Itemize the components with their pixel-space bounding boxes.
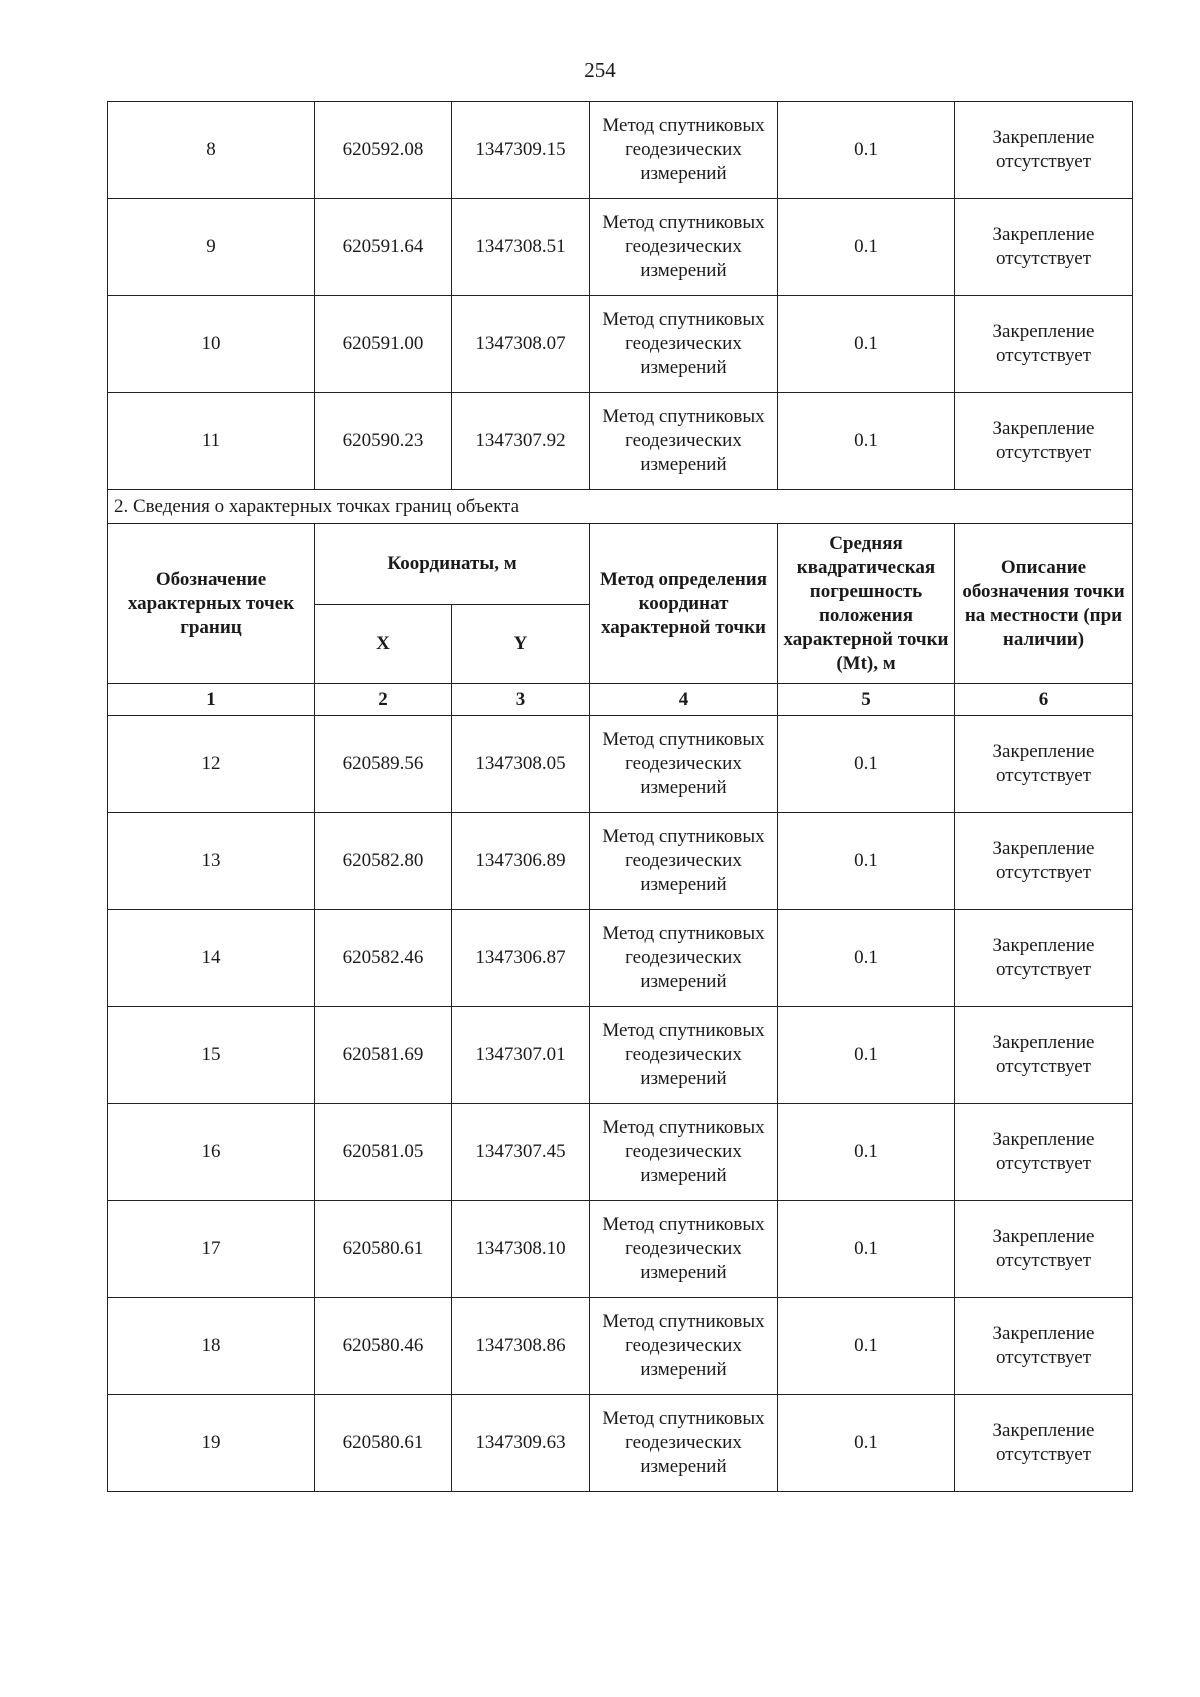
cell-mt: 0.1 — [778, 296, 955, 393]
cell-description: Закрепление отсутствует — [955, 1201, 1133, 1298]
cell-mt: 0.1 — [778, 199, 955, 296]
table-row — [108, 296, 1133, 393]
cell-method: Метод спутниковых геодезических измерений — [590, 910, 778, 1007]
cell-mt: 0.1 — [778, 716, 955, 813]
column-number: 6 — [955, 684, 1133, 716]
cell-method: Метод спутниковых геодезических измерений — [590, 1104, 778, 1201]
cell-x: 620582.46 — [315, 910, 452, 1007]
column-number: 4 — [590, 684, 778, 716]
cell-point: 13 — [108, 813, 315, 910]
cell-method: Метод спутниковых геодезических измерений — [590, 199, 778, 296]
column-number: 2 — [315, 684, 452, 716]
cell-mt: 0.1 — [778, 102, 955, 199]
table-row — [108, 716, 1133, 813]
cell-x: 620580.61 — [315, 1201, 452, 1298]
cell-method: Метод спутниковых геодезических измерений — [590, 716, 778, 813]
table-header-block — [108, 490, 1133, 716]
cell-mt: 0.1 — [778, 393, 955, 490]
page-number: 254 — [584, 58, 616, 82]
cell-mt: 0.1 — [778, 1395, 955, 1492]
header-mt: Средняя квадратическая погрешность положения характерной точки (Mt), м — [778, 524, 955, 684]
cell-x: 620581.69 — [315, 1007, 452, 1104]
cell-description: Закрепление отсутствует — [955, 1104, 1133, 1201]
cell-point: 12 — [108, 716, 315, 813]
header-method: Метод определения координат характерной точки — [590, 524, 778, 684]
cell-point: 14 — [108, 910, 315, 1007]
cell-description: Закрепление отсутствует — [955, 813, 1133, 910]
table-row — [108, 813, 1133, 910]
cell-x: 620580.46 — [315, 1298, 452, 1395]
cell-method: Метод спутниковых геодезических измерений — [590, 393, 778, 490]
cell-y: 1347308.86 — [452, 1298, 590, 1395]
cell-method: Метод спутниковых геодезических измерений — [590, 296, 778, 393]
column-number: 3 — [452, 684, 590, 716]
cell-y: 1347307.01 — [452, 1007, 590, 1104]
cell-x: 620589.56 — [315, 716, 452, 813]
cell-mt: 0.1 — [778, 1298, 955, 1395]
cell-mt: 0.1 — [778, 1007, 955, 1104]
cell-method: Метод спутниковых геодезических измерений — [590, 102, 778, 199]
table-row — [108, 910, 1133, 1007]
table-row — [108, 1007, 1133, 1104]
cell-description: Закрепление отсутствует — [955, 716, 1133, 813]
cell-mt: 0.1 — [778, 1104, 955, 1201]
cell-point: 9 — [108, 199, 315, 296]
cell-x: 620591.64 — [315, 199, 452, 296]
cell-method: Метод спутниковых геодезических измерений — [590, 813, 778, 910]
table-row — [108, 102, 1133, 199]
cell-method: Метод спутниковых геодезических измерений — [590, 1395, 778, 1492]
column-number: 5 — [778, 684, 955, 716]
cell-point: 15 — [108, 1007, 315, 1104]
cell-x: 620592.08 — [315, 102, 452, 199]
cell-point: 11 — [108, 393, 315, 490]
cell-point: 17 — [108, 1201, 315, 1298]
cell-x: 620591.00 — [315, 296, 452, 393]
cell-point: 8 — [108, 102, 315, 199]
table-body-after — [108, 716, 1133, 1492]
header-y: Y — [452, 605, 590, 684]
table-row — [108, 1201, 1133, 1298]
cell-x: 620580.61 — [315, 1395, 452, 1492]
cell-y: 1347308.10 — [452, 1201, 590, 1298]
cell-point: 16 — [108, 1104, 315, 1201]
cell-description: Закрепление отсутствует — [955, 910, 1133, 1007]
cell-description: Закрепление отсутствует — [955, 296, 1133, 393]
header-x: X — [315, 605, 452, 684]
cell-mt: 0.1 — [778, 910, 955, 1007]
header-description: Описание обозначения точки на местности (при наличии) — [955, 524, 1133, 684]
cell-method: Метод спутниковых геодезических измерений — [590, 1201, 778, 1298]
cell-y: 1347308.05 — [452, 716, 590, 813]
section-title: 2. Сведения о характерных точках границ объекта — [108, 490, 1133, 524]
cell-description: Закрепление отсутствует — [955, 199, 1133, 296]
header-designation: Обозначение характерных точек границ — [108, 524, 315, 684]
table-body-before — [108, 102, 1133, 490]
cell-y: 1347307.92 — [452, 393, 590, 490]
cell-point: 10 — [108, 296, 315, 393]
cell-x: 620582.80 — [315, 813, 452, 910]
cell-y: 1347306.89 — [452, 813, 590, 910]
table-row — [108, 1395, 1133, 1492]
cell-description: Закрепление отсутствует — [955, 393, 1133, 490]
table-row — [108, 1104, 1133, 1201]
table-row — [108, 199, 1133, 296]
cell-y: 1347308.51 — [452, 199, 590, 296]
header-coordinates: Координаты, м — [315, 524, 590, 605]
cell-method: Метод спутниковых геодезических измерений — [590, 1298, 778, 1395]
cell-y: 1347307.45 — [452, 1104, 590, 1201]
cell-mt: 0.1 — [778, 813, 955, 910]
cell-y: 1347309.15 — [452, 102, 590, 199]
boundary-points-table — [107, 101, 1133, 1492]
cell-y: 1347308.07 — [452, 296, 590, 393]
cell-description: Закрепление отсутствует — [955, 1007, 1133, 1104]
column-number: 1 — [108, 684, 315, 716]
cell-y: 1347306.87 — [452, 910, 590, 1007]
cell-mt: 0.1 — [778, 1201, 955, 1298]
cell-x: 620581.05 — [315, 1104, 452, 1201]
cell-point: 18 — [108, 1298, 315, 1395]
cell-description: Закрепление отсутствует — [955, 1395, 1133, 1492]
table-row — [108, 1298, 1133, 1395]
cell-point: 19 — [108, 1395, 315, 1492]
cell-x: 620590.23 — [315, 393, 452, 490]
cell-method: Метод спутниковых геодезических измерений — [590, 1007, 778, 1104]
cell-description: Закрепление отсутствует — [955, 102, 1133, 199]
cell-description: Закрепление отсутствует — [955, 1298, 1133, 1395]
table-row — [108, 393, 1133, 490]
cell-y: 1347309.63 — [452, 1395, 590, 1492]
